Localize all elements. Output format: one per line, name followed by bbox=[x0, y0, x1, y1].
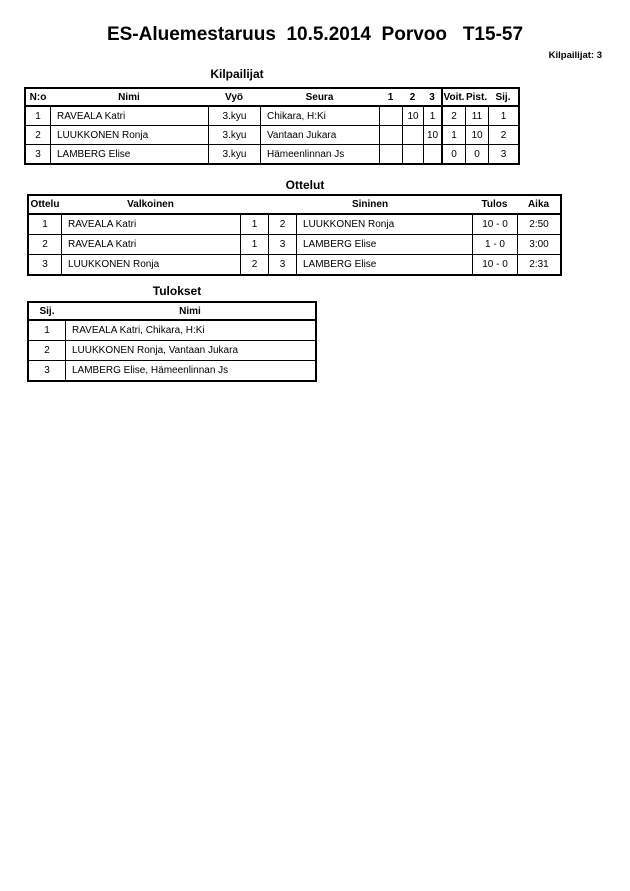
table-row bbox=[29, 321, 315, 340]
header-cell: 2 bbox=[409, 91, 416, 103]
header-cell bbox=[240, 196, 268, 213]
cell: 3 bbox=[35, 148, 41, 160]
cell: 2 bbox=[42, 239, 48, 250]
header-cell: Seura bbox=[305, 91, 334, 103]
cell: LUUKKONEN Ronja bbox=[296, 215, 472, 234]
cell: 11 bbox=[465, 107, 488, 125]
cell: RAVEALA Katri bbox=[50, 107, 208, 125]
cell: 1 bbox=[423, 107, 441, 125]
cell: Vantaan Jukara bbox=[260, 126, 379, 144]
header-cell: Sij. bbox=[39, 305, 55, 317]
header-cell: Valkoinen bbox=[127, 199, 174, 210]
table-header-row bbox=[29, 196, 560, 215]
cell: 1 bbox=[35, 110, 41, 122]
cell: LAMBERG Elise bbox=[296, 255, 472, 274]
header-cell: N:o bbox=[29, 91, 47, 103]
header-cell: 3 bbox=[429, 91, 435, 103]
cell: Hämeenlinnan Js bbox=[260, 145, 379, 163]
table-row bbox=[26, 144, 518, 163]
section-heading-tulokset: Tulokset bbox=[152, 284, 202, 298]
cell: RAVEALA Katri bbox=[61, 215, 240, 234]
cell: 1 bbox=[44, 325, 50, 336]
cell: LAMBERG Elise, Hämeenlinnan Js bbox=[65, 361, 315, 380]
table-ottelut bbox=[27, 194, 562, 276]
table-row bbox=[29, 340, 315, 360]
cell: 3:00 bbox=[517, 235, 560, 254]
cell: 1 bbox=[441, 126, 465, 144]
header-cell: Tulos bbox=[481, 199, 508, 210]
header-cell: Sininen bbox=[351, 199, 389, 210]
cell: RAVEALA Katri bbox=[61, 235, 240, 254]
cell bbox=[379, 145, 402, 163]
cell bbox=[379, 126, 402, 144]
cell: 2 bbox=[488, 126, 518, 144]
cell: 10 bbox=[402, 107, 423, 125]
cell: 1 bbox=[42, 219, 48, 230]
cell: 2:31 bbox=[517, 255, 560, 274]
cell: 3.kyu bbox=[208, 126, 260, 144]
header-cell: Nimi bbox=[179, 305, 201, 317]
header-cell: Vyö bbox=[225, 91, 243, 103]
cell: 2:50 bbox=[517, 215, 560, 234]
cell: 10 bbox=[423, 126, 441, 144]
cell: RAVEALA Katri, Chikara, H:Ki bbox=[65, 321, 315, 340]
table-row bbox=[26, 107, 518, 125]
table-row bbox=[26, 125, 518, 144]
cell: 0 bbox=[441, 145, 465, 163]
header-cell: Voit. bbox=[441, 89, 465, 105]
cell: 1 bbox=[488, 107, 518, 125]
cell: LUUKKONEN Ronja bbox=[50, 126, 208, 144]
table-header-row bbox=[26, 89, 518, 107]
cell: 3 bbox=[268, 235, 296, 254]
cell: 3 bbox=[268, 255, 296, 274]
table-tulokset bbox=[27, 301, 317, 382]
header-cell: 1 bbox=[387, 91, 394, 103]
page-title: ES-Aluemestaruus 10.5.2014 Porvoo T15-57 bbox=[106, 24, 524, 45]
cell: 1 - 0 bbox=[472, 235, 517, 254]
cell: 3 bbox=[488, 145, 518, 163]
cell: 3.kyu bbox=[208, 145, 260, 163]
table-row bbox=[29, 234, 560, 254]
cell: 0 bbox=[465, 145, 488, 163]
cell: LAMBERG Elise bbox=[296, 235, 472, 254]
cell: LUUKKONEN Ronja, Vantaan Jukara bbox=[65, 341, 315, 360]
cell bbox=[402, 145, 423, 163]
cell: 10 - 0 bbox=[472, 255, 517, 274]
cell: LUUKKONEN Ronja bbox=[61, 255, 240, 274]
cell: 3 bbox=[42, 259, 48, 270]
table-row bbox=[29, 360, 315, 380]
cell: Chikara, H:Ki bbox=[260, 107, 379, 125]
cell bbox=[402, 126, 423, 144]
cell: 2 bbox=[35, 129, 41, 141]
cell: 2 bbox=[268, 215, 296, 234]
competitor-count: Kilpailijat: 3 bbox=[548, 50, 602, 61]
cell: LAMBERG Elise bbox=[50, 145, 208, 163]
header-cell: Ottelu bbox=[30, 199, 60, 210]
cell: 3 bbox=[44, 365, 50, 376]
cell: 2 bbox=[441, 107, 465, 125]
cell bbox=[379, 107, 402, 125]
table-row bbox=[29, 215, 560, 234]
header-cell: Pist. bbox=[465, 91, 488, 103]
cell: 2 bbox=[44, 345, 50, 356]
header-cell: Aika bbox=[527, 199, 550, 210]
cell: 10 bbox=[465, 126, 488, 144]
section-heading-ottelut: Ottelut bbox=[285, 178, 325, 192]
cell: 10 - 0 bbox=[472, 215, 517, 234]
header-cell: Nimi bbox=[118, 91, 140, 103]
table-kilpailijat bbox=[24, 87, 520, 165]
cell: 2 bbox=[240, 255, 268, 274]
cell bbox=[423, 145, 441, 163]
table-row bbox=[29, 254, 560, 274]
header-cell: Sij. bbox=[495, 91, 511, 103]
cell: 3.kyu bbox=[208, 107, 260, 125]
cell: 1 bbox=[240, 235, 268, 254]
table-header-row bbox=[29, 303, 315, 321]
section-heading-kilpailijat: Kilpailijat bbox=[210, 67, 264, 81]
cell: 1 bbox=[240, 215, 268, 234]
